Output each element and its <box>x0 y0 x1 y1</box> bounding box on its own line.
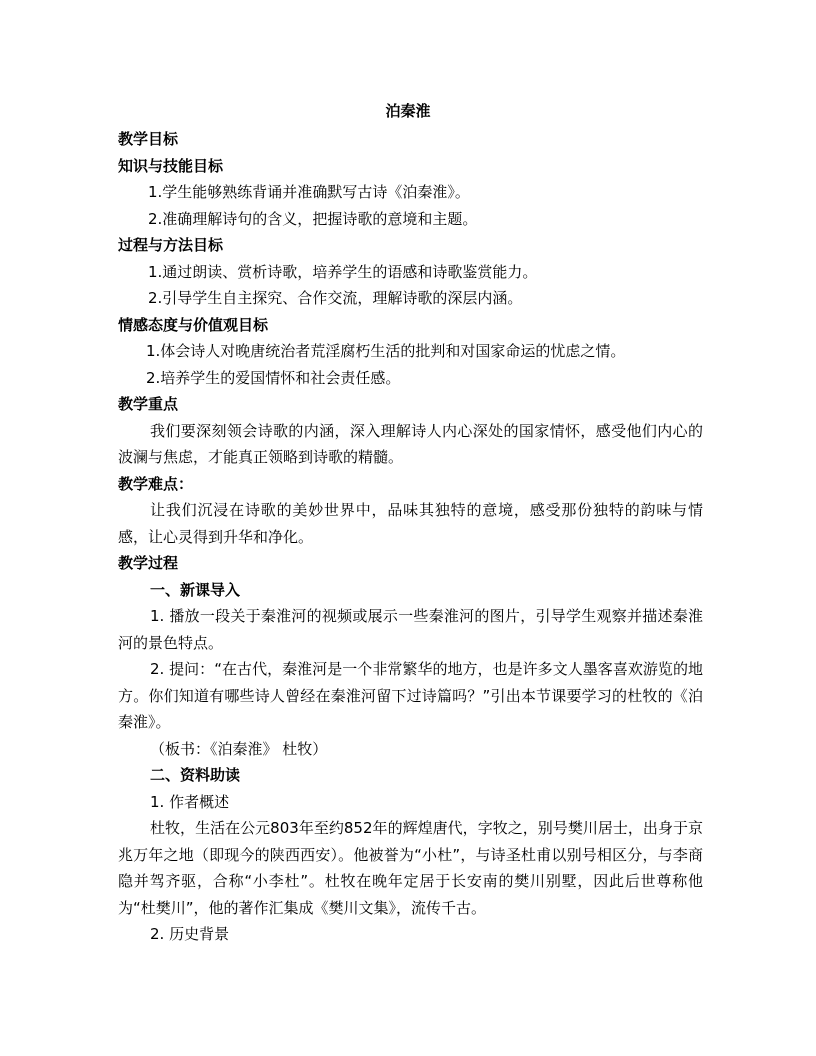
key-points-heading: 教学重点 <box>118 395 179 413</box>
difficulties-heading: 教学难点： <box>118 474 194 493</box>
board-note: （板书：《泊秦淮》 杜牧） <box>150 739 328 758</box>
document-title: 泊秦淮 <box>385 102 431 120</box>
key-points-text: 我们要深刻领会诗歌的内涵，深入理解诗人内心深处的国家情怀，感受他们内心的波澜与焦虑，才能真正领略到诗歌的精髓。 <box>118 421 703 466</box>
author-text: 杜牧，生活在公元803年至约852年的辉煌唐代，字牧之，别号樊川居士，出身于京兆万年之地（即现今的陕西西安）。他被誉为“小杜”，与诗圣杜甫以别号相区分，与李商隐并驾齐驱，合称“小李杜”。杜牧在晚年定居于长安南的樊川别墅，因此后世尊称他为“杜樊川”，他的著作汇集成《樊川文集》，流传千古。 <box>118 819 703 917</box>
materials-heading: 二、资料助读 <box>150 766 241 784</box>
emotion-item-2: 2.培养学生的爱国情怀和社会责任感。 <box>146 368 401 387</box>
process-method-heading: 过程与方法目标 <box>118 236 224 254</box>
knowledge-item-2: 2.准确理解诗句的含义，把握诗歌的意境和主题。 <box>148 209 478 228</box>
knowledge-skill-heading: 知识与技能目标 <box>118 156 224 175</box>
objectives-heading: 教学目标 <box>118 130 179 148</box>
process-item-2: 2.引导学生自主探究、合作交流，理解诗歌的深层内涵。 <box>148 289 523 307</box>
knowledge-item-1: 1.学生能够熟练背诵并准确默写古诗《泊秦淮》。 <box>148 183 470 201</box>
emotion-item-1: 1.体会诗人对晚唐统治者荒淫腐朽生活的批判和对国家命运的忧虑之情。 <box>146 342 626 360</box>
emotion-value-heading: 情感态度与价值观目标 <box>118 315 269 334</box>
process-item-1: 1.通过朗读、赏析诗歌，培养学生的语感和诗歌鉴赏能力。 <box>148 262 538 281</box>
intro-item-2: 2. 提问：“在古代，秦淮河是一个非常繁华的地方，也是许多文人墨客喜欢游览的地方。你们知道有哪些诗人曾经在秦淮河留下过诗篇吗？”引出本节课要学习的杜牧的《泊秦淮》。 <box>118 660 703 731</box>
intro-heading: 一、新课导入 <box>150 580 241 599</box>
author-heading: 1. 作者概述 <box>150 792 230 811</box>
teaching-process-heading: 教学过程 <box>118 554 179 572</box>
document-body <box>118 126 703 948</box>
intro-item-1: 1. 播放一段关于秦淮河的视频或展示一些秦淮河的图片，引导学生观察并描述秦淮河的景色特点。 <box>118 607 703 652</box>
history-heading: 2. 历史背景 <box>150 925 230 943</box>
difficulties-text: 让我们沉浸在诗歌的美妙世界中，品味其独特的意境，感受那份独特的韵味与情感，让心灵得到升华和净化。 <box>118 501 703 546</box>
